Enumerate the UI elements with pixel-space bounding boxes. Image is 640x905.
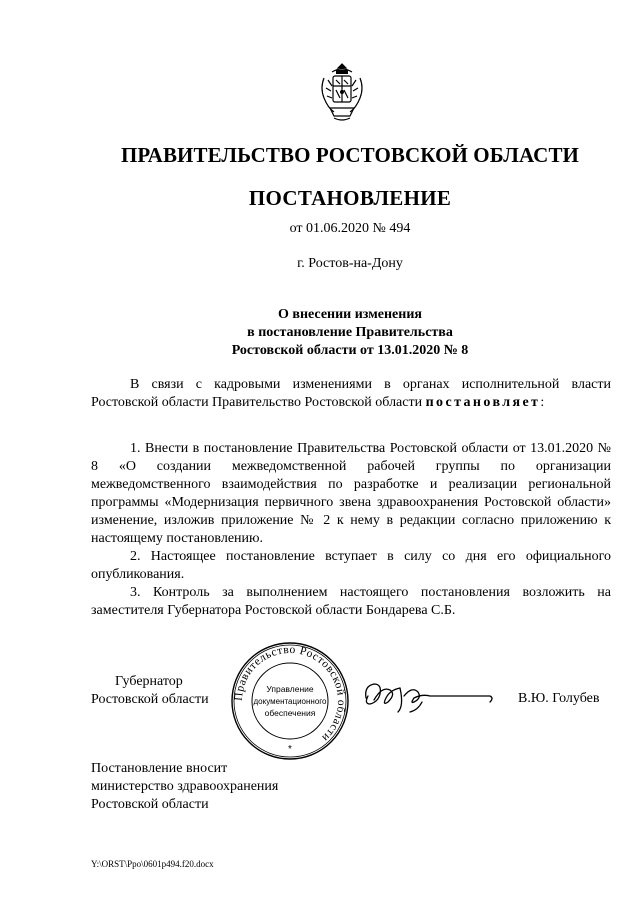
seal-center-line: обеспечения bbox=[264, 708, 316, 718]
decree-items bbox=[91, 440, 611, 620]
decree-item: 2. Настоящее постановление вступает в силу со дня его официального опубликования. bbox=[91, 549, 611, 582]
submitter-block bbox=[91, 760, 278, 814]
subject-line: О внесении изменения bbox=[278, 307, 422, 322]
official-seal bbox=[229, 640, 351, 762]
preamble-text: В связи с кадровыми изменениями в органах исполнительной власти Ростовской области Правительство Ростовской области bbox=[91, 377, 611, 410]
seal-center-line: Управление bbox=[266, 684, 314, 694]
coat-of-arms-icon bbox=[314, 58, 370, 124]
decree-item: 3. Контроль за выполнением настоящего постановления возложить на заместителя Губернатора Ростовской области Бондарева С.Б. bbox=[91, 585, 611, 618]
seal-star: * bbox=[288, 744, 292, 755]
preamble-tail: : bbox=[540, 395, 545, 410]
signatory-title-line: Ростовской области bbox=[91, 692, 209, 707]
preamble bbox=[91, 376, 611, 412]
submitter-line: Постановление вносит bbox=[91, 761, 228, 776]
seal-ring-text: Правительство Ростовской области bbox=[232, 643, 348, 745]
signatory-name: В.Ю. Голубев bbox=[518, 691, 600, 706]
preamble-paragraph bbox=[91, 376, 611, 412]
subject-line: Ростовской области от 13.01.2020 № 8 bbox=[231, 343, 469, 358]
file-path: Y:\ORST\Ppo\0601p494.f20.docx bbox=[91, 859, 214, 869]
government-title: ПРАВИТЕЛЬСТВО РОСТОВСКОЙ ОБЛАСТИ bbox=[121, 143, 579, 167]
submitter-line: министерство здравоохранения bbox=[91, 779, 279, 794]
signatory-title bbox=[91, 673, 209, 709]
document-subject bbox=[0, 306, 640, 360]
document-city: г. Ростов-на-Дону bbox=[297, 256, 403, 271]
decree-item: 1. Внести в постановление Правительства Ростовской области от 13.01.2020 № 8 «О создании межведомственной рабочей группы по организации межведомственного взаимодействия по разработке и реализации региональной программы «Модернизация первичного звена здравоохранения Ростовской области» изменение, изложив приложение № 2 к нему в редакции согласно приложению к настоящему постановлению. bbox=[91, 441, 611, 546]
handwritten-signature bbox=[360, 676, 495, 716]
document-date-number: от 01.06.2020 № 494 bbox=[289, 221, 411, 236]
document-type: ПОСТАНОВЛЕНИЕ bbox=[248, 186, 452, 210]
decree-word: постановляет bbox=[425, 395, 541, 410]
submitter-line: Ростовской области bbox=[91, 797, 209, 812]
subject-line: в постановление Правительства bbox=[247, 325, 453, 340]
seal-center-line: документационного bbox=[253, 697, 327, 706]
signatory-title-line: Губернатор bbox=[115, 674, 183, 689]
